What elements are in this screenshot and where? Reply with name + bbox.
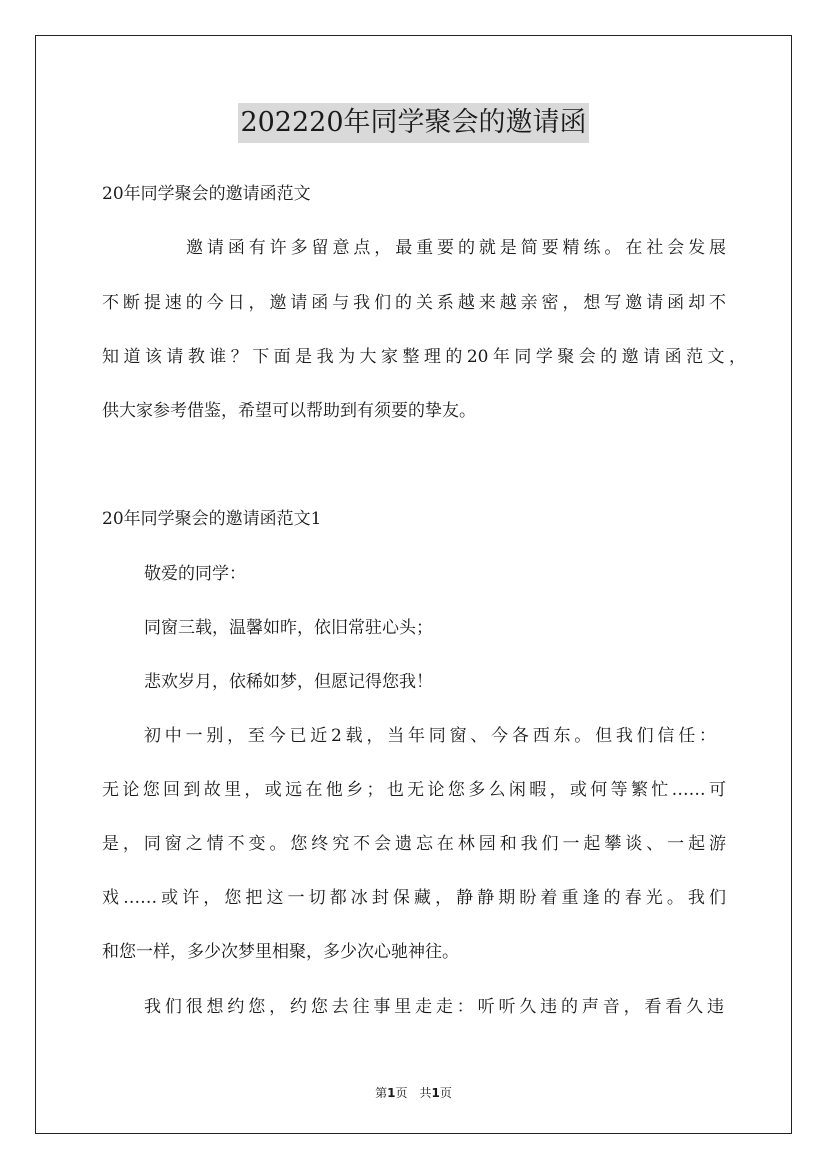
footer-page-mid: 页 共: [395, 1086, 432, 1100]
intro-line-4: 供大家参考借鉴，希望可以帮助到有须要的挚友。: [102, 401, 476, 421]
intro-line-1: 邀请函有许多留意点，最重要的就是简要精练。在社会发展: [186, 238, 726, 258]
footer-page-number: 1: [387, 1086, 396, 1100]
last-line: 我们很想约您，约您去往事里走走：听听久违的声音，看看久违: [144, 997, 724, 1017]
footer-page-prefix: 第: [375, 1086, 388, 1100]
document-title-container: [0, 103, 827, 143]
body-line-4: 戏……或许，您把这一切都冰封保藏，静静期盼着重逢的春光。我们: [102, 888, 726, 908]
section1-heading: 20年同学聚会的邀请函范文1: [102, 509, 322, 529]
footer-page-suffix: 页: [439, 1086, 452, 1100]
body-line-5: 和您一样，多少次梦里相聚，多少次心驰神往。: [102, 942, 459, 962]
intro-line-2: 不断提速的今日，邀请函与我们的关系越来越亲密，想写邀请函却不: [102, 293, 726, 313]
verse-line-2: 悲欢岁月，依稀如梦，但愿记得您我！: [144, 672, 433, 692]
page-footer: [0, 1084, 827, 1101]
verse-line-1: 同窗三载，温馨如昨，依旧常驻心头；: [144, 618, 433, 638]
body-line-1: 初中一别，至今已近2载，当年同窗、今各西东。但我们信任：: [144, 726, 716, 746]
salutation: 敬爱的同学：: [144, 564, 246, 584]
intro-line-3: 知道该请教谁？下面是我为大家整理的20年同学聚会的邀请函范文，: [102, 347, 746, 367]
body-line-2: 无论您回到故里，或远在他乡；也无论您多么闲暇，或何等繁忙……可: [102, 780, 726, 800]
document-subtitle: 20年同学聚会的邀请函范文: [102, 184, 311, 204]
document-title: 202220年同学聚会的邀请函: [238, 103, 588, 143]
footer-page-total: 1: [431, 1086, 440, 1100]
body-line-3: 是，同窗之情不变。您终究不会遗忘在林园和我们一起攀谈、一起游: [102, 834, 726, 854]
